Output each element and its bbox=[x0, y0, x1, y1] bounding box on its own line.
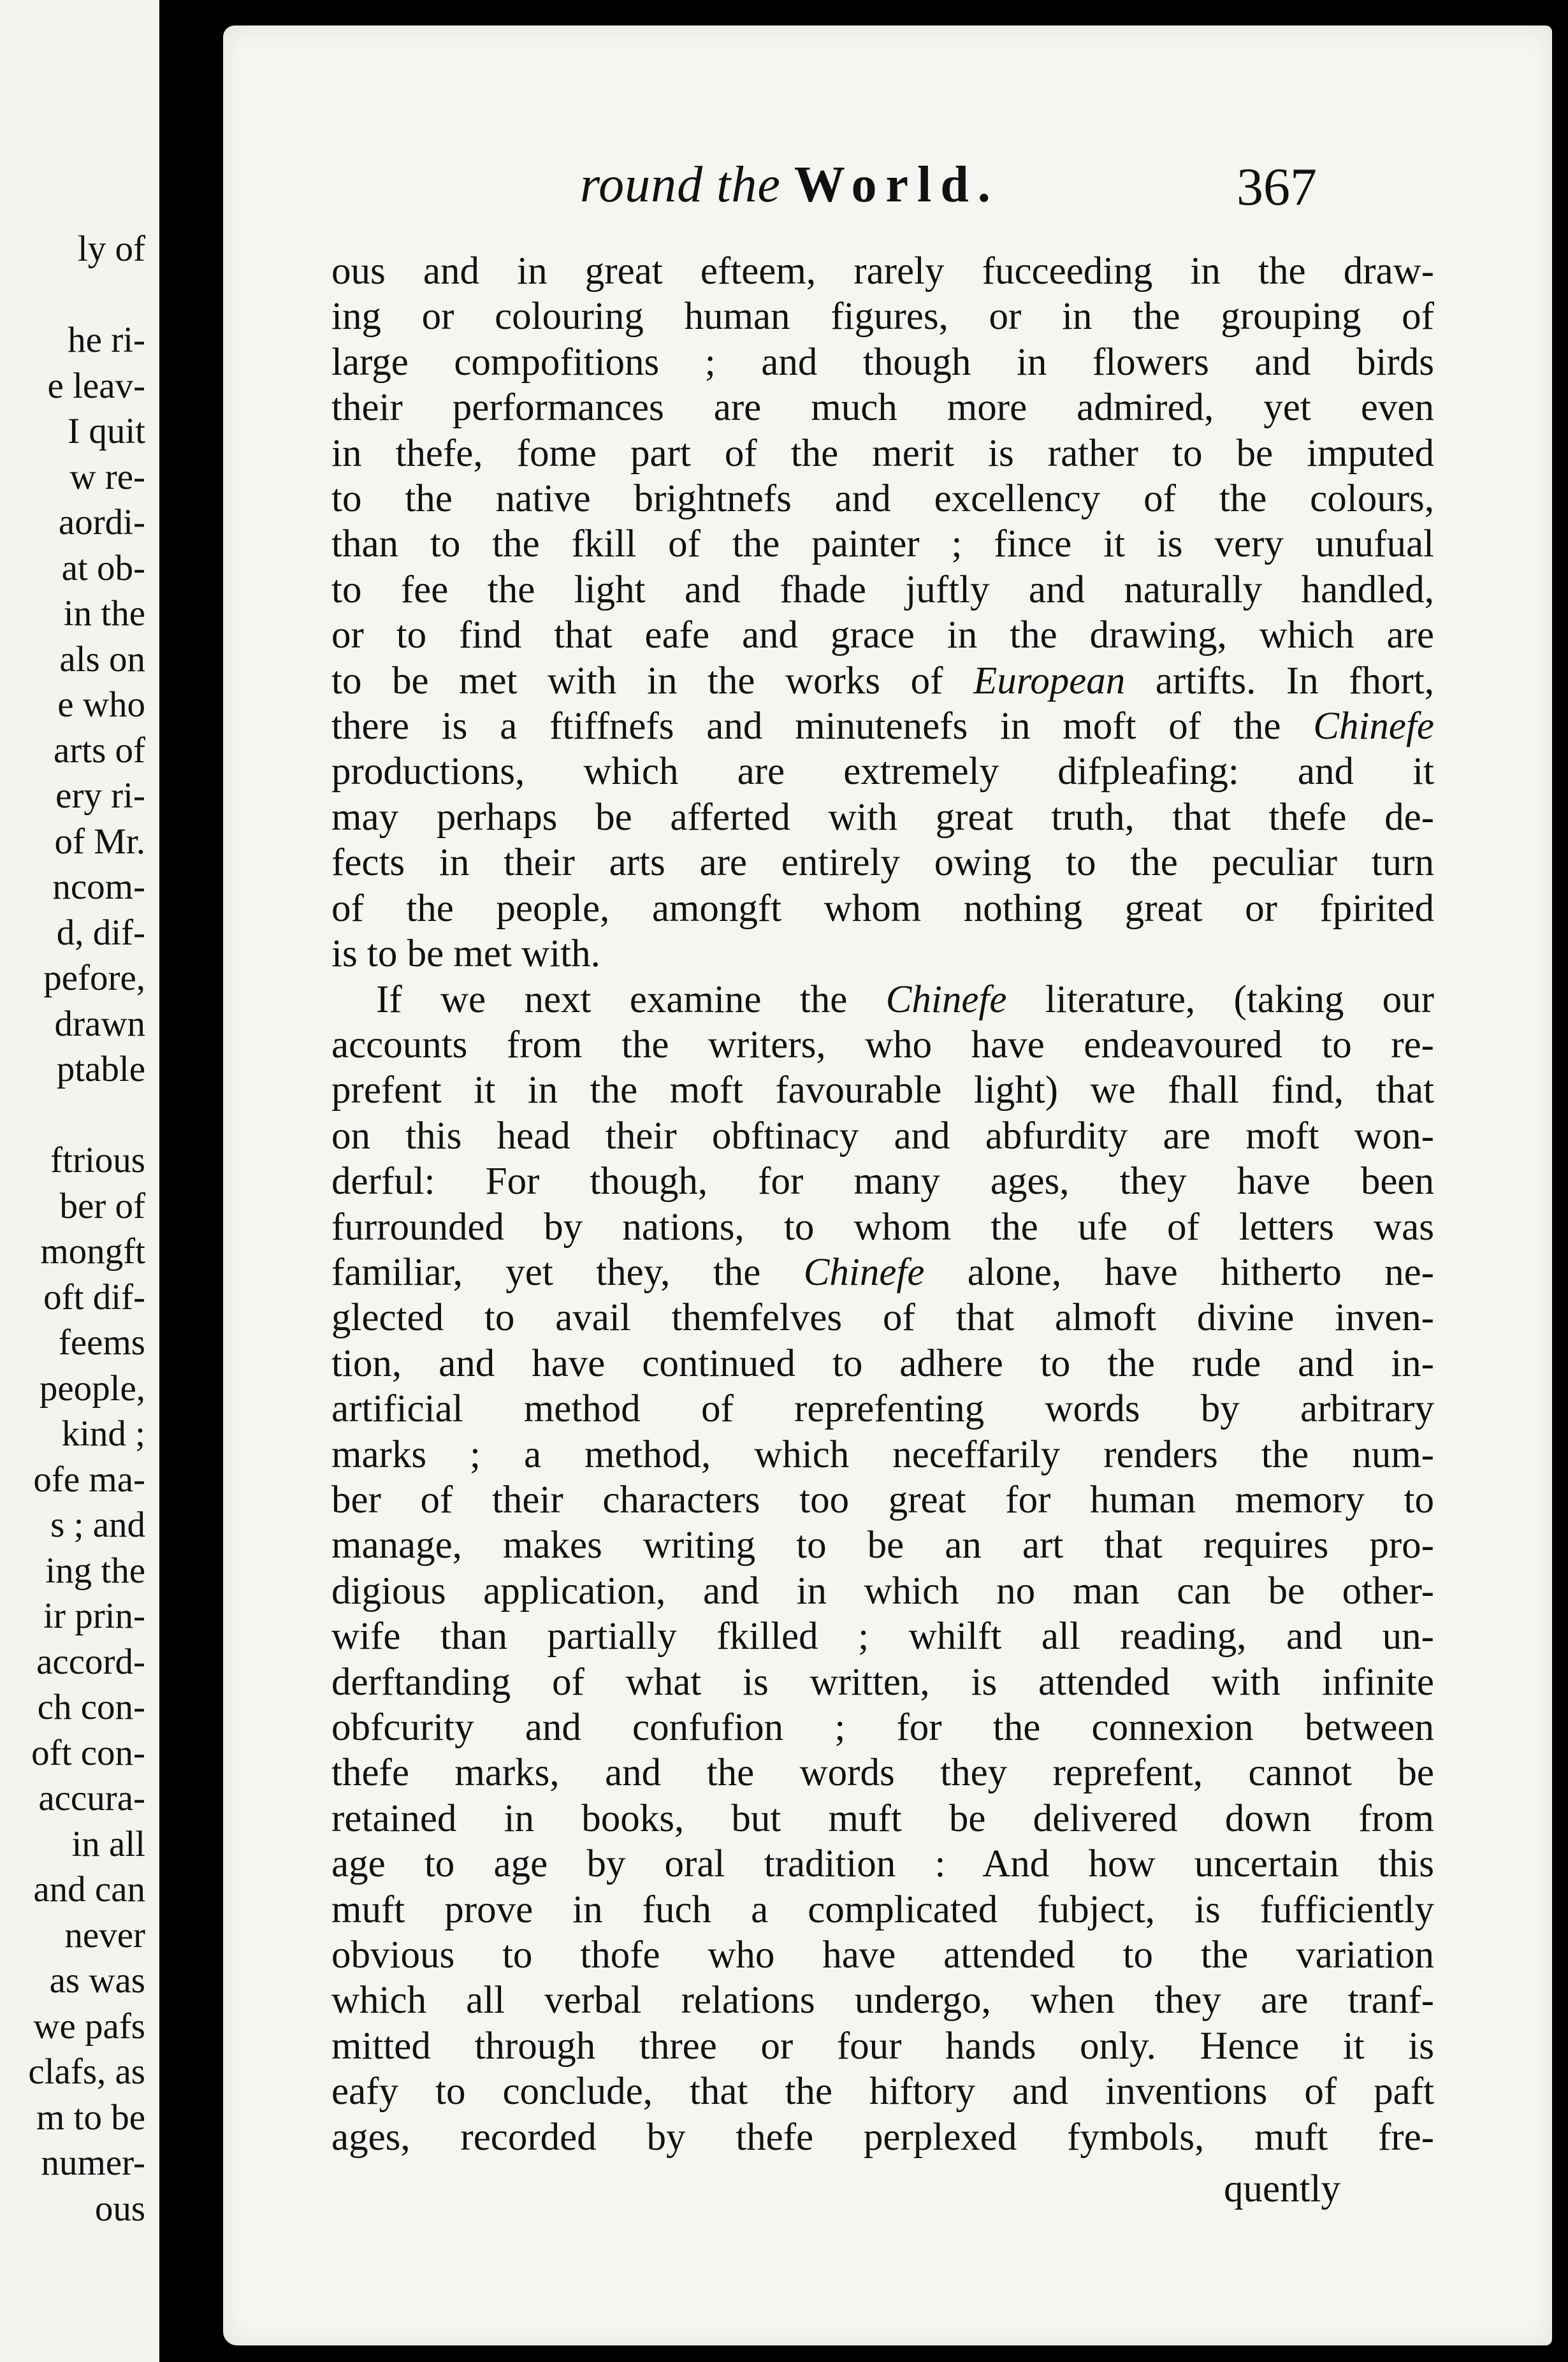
italic-word: Chinefe bbox=[1313, 705, 1434, 748]
facing-page-line: in all bbox=[71, 1823, 145, 1864]
facing-page-line: ptable bbox=[56, 1049, 145, 1089]
text-segment: alone, have hitherto ne- bbox=[924, 1250, 1434, 1294]
facing-page-line: ftrious bbox=[50, 1140, 145, 1180]
text-line: accounts from the writers, who have endeavoured to re- bbox=[331, 1023, 1434, 1066]
text-line: prefent it in the moft favourable light) we fhall find, that bbox=[331, 1069, 1434, 1112]
text-line: tion, and have continued to adhere to the rude and in- bbox=[331, 1342, 1434, 1385]
text-line: may perhaps be afferted with great truth, that thefe de- bbox=[331, 795, 1434, 839]
running-head bbox=[223, 156, 1552, 226]
text-line: ing or colouring human figures, or in the grouping of bbox=[331, 295, 1434, 338]
text-line: ages, recorded by thefe perplexed fymbols, muft fre- bbox=[331, 2115, 1434, 2159]
facing-page-line: and can bbox=[33, 1869, 145, 1909]
facing-page-line: ofe ma- bbox=[33, 1459, 145, 1500]
text-line: of the people, amongft whom nothing great or fpirited bbox=[331, 887, 1434, 930]
text-line: fects in their arts are entirely owing to the peculiar turn bbox=[331, 841, 1434, 885]
facing-page-line: w re- bbox=[69, 456, 145, 497]
text-line: which all verbal relations undergo, when they are tranf- bbox=[331, 1979, 1434, 2022]
text-line: marks ; a method, which neceffarily renders the num- bbox=[331, 1433, 1434, 1476]
text-line: eafy to conclude, that the hiftory and inventions of paft bbox=[331, 2070, 1434, 2113]
running-title-caps: World. bbox=[794, 157, 999, 213]
facing-page-line: d, dif- bbox=[56, 912, 145, 953]
facing-page-line: aordi- bbox=[58, 502, 145, 542]
text-line: ous and in great efteem, rarely fucceeding in the draw- bbox=[331, 250, 1434, 293]
facing-page-line bbox=[28, 272, 145, 318]
facing-page-line: m to be bbox=[36, 2097, 145, 2138]
facing-page-text bbox=[28, 226, 145, 2231]
facing-page-line: oft dif- bbox=[43, 1277, 145, 1317]
text-segment: literature, (taking our bbox=[1006, 978, 1434, 1021]
facing-page-line: ly of bbox=[77, 229, 145, 269]
facing-page-line: als on bbox=[59, 639, 145, 679]
text-line: age to age by oral tradition : And how uncertain this bbox=[331, 1843, 1434, 1886]
text-line: furrounded by nations, to whom the ufe of letters was bbox=[331, 1205, 1434, 1249]
facing-page-line: at ob- bbox=[61, 547, 145, 588]
facing-page-line bbox=[28, 1092, 145, 1138]
text-line: derful: For though, for many ages, they have been bbox=[331, 1160, 1434, 1203]
text-line bbox=[331, 658, 1434, 704]
text-line: ber of their characters too great for human memory to bbox=[331, 1478, 1434, 1521]
text-line: glected to avail themfelves of that almoft divine inven- bbox=[331, 1296, 1434, 1340]
facing-page-line: mongft bbox=[40, 1231, 145, 1272]
italic-word: Chinefe bbox=[803, 1250, 925, 1294]
facing-page-line: numer- bbox=[41, 2143, 145, 2183]
text-line: digious application, and in which no man can be other- bbox=[331, 1569, 1434, 1612]
text-segment: artifts. In fhort, bbox=[1125, 659, 1434, 702]
text-line: than to the fkill of the painter ; fince it is very unufual bbox=[331, 523, 1434, 566]
facing-page-line: pefore, bbox=[43, 958, 145, 998]
facing-page-line: kind ; bbox=[61, 1414, 145, 1454]
facing-page-line: feems bbox=[58, 1322, 145, 1363]
text-segment: to be met with in the works of bbox=[331, 659, 973, 702]
text-line: or to find that eafe and grace in the drawing, which are bbox=[331, 614, 1434, 657]
text-line: large compofitions ; and though in flowers and birds bbox=[331, 340, 1434, 384]
text-line: to the native brightnefs and excellency of the colours, bbox=[331, 477, 1434, 521]
facing-page-line: accord- bbox=[36, 1641, 145, 1682]
facing-page-line: I quit bbox=[68, 411, 145, 451]
text-segment: familiar, yet they, the bbox=[331, 1250, 804, 1294]
text-line: wife than partially fkilled ; whilft all reading, and un- bbox=[331, 1615, 1434, 1658]
book-gutter bbox=[164, 0, 223, 2362]
text-line bbox=[331, 977, 1434, 1022]
text-line bbox=[331, 1250, 1434, 1295]
text-line: artificial method of reprefenting words by arbitrary bbox=[331, 1387, 1434, 1431]
facing-page-line: ery ri- bbox=[55, 776, 145, 816]
facing-page-line: of Mr. bbox=[54, 821, 145, 862]
body-text bbox=[331, 249, 1434, 2160]
facing-page-line: people, bbox=[39, 1368, 145, 1409]
text-line: derftanding of what is written, is attended with infinite bbox=[331, 1660, 1434, 1704]
text-line: mitted through three or four hands only. Hence it is bbox=[331, 2024, 1434, 2068]
text-segment: there is a ftiffnefs and minutenefs in moft of the bbox=[331, 705, 1314, 748]
running-title-italic: round the bbox=[580, 157, 781, 213]
text-line: in thefe, fome part of the merit is rather to be imputed bbox=[331, 431, 1434, 475]
facing-page-line: ir prin- bbox=[43, 1596, 145, 1636]
catchword: quently bbox=[1224, 2168, 1340, 2210]
text-line: manage, makes writing to be an art that requires pro- bbox=[331, 1524, 1434, 1567]
facing-page-line: e leav- bbox=[47, 365, 145, 406]
facing-page-line: s ; and bbox=[50, 1505, 145, 1545]
text-line bbox=[331, 704, 1434, 749]
facing-page-line: ber of bbox=[59, 1185, 145, 1226]
facing-page-line: drawn bbox=[54, 1003, 145, 1044]
facing-page-line: he ri- bbox=[68, 320, 145, 360]
text-line: on this head their obftinacy and abfurdity are moft won- bbox=[331, 1114, 1434, 1157]
text-line: thefe marks, and the words they reprefent, cannot be bbox=[331, 1751, 1434, 1795]
facing-page-line: ous bbox=[94, 2188, 145, 2229]
italic-word: Chinefe bbox=[885, 978, 1007, 1021]
text-line: obfcurity and confufion ; for the connexion between bbox=[331, 1706, 1434, 1749]
facing-page-line: e who bbox=[57, 685, 145, 725]
text-line: their performances are much more admired, yet even bbox=[331, 386, 1434, 430]
facing-page-line: as was bbox=[49, 1960, 145, 2001]
facing-page-line: we pafs bbox=[33, 2006, 145, 2047]
facing-page-line: ing the bbox=[45, 1550, 145, 1591]
facing-page-line: clafs, as bbox=[28, 2052, 145, 2092]
facing-page-line: in the bbox=[63, 593, 145, 634]
facing-page-line: ch con- bbox=[37, 1687, 145, 1727]
text-line: retained in books, but muft be delivered down from bbox=[331, 1797, 1434, 1840]
text-line: is to be met with. bbox=[331, 932, 600, 976]
facing-page-line: accura- bbox=[38, 1778, 145, 1818]
text-line: productions, which are extremely difpleafing: and it bbox=[331, 750, 1434, 793]
facing-page-line: oft con- bbox=[31, 1732, 145, 1773]
facing-page-line: arts of bbox=[53, 730, 145, 771]
italic-word: European bbox=[973, 659, 1126, 702]
facing-page-line: never bbox=[64, 1915, 145, 1955]
text-line: muft prove in fuch a complicated fubject, is fufficiently bbox=[331, 1888, 1434, 1931]
text-line: obvious to thofe who have attended to the variation bbox=[331, 1934, 1434, 1977]
facing-page-edge bbox=[0, 0, 164, 2362]
page-number: 367 bbox=[1237, 157, 1317, 217]
running-title bbox=[580, 156, 999, 214]
facing-page-line: ncom- bbox=[52, 867, 145, 907]
text-segment: If we next examine the bbox=[376, 978, 886, 1021]
page bbox=[223, 25, 1552, 2345]
text-line: to fee the light and fhade juftly and naturally handled, bbox=[331, 568, 1434, 611]
